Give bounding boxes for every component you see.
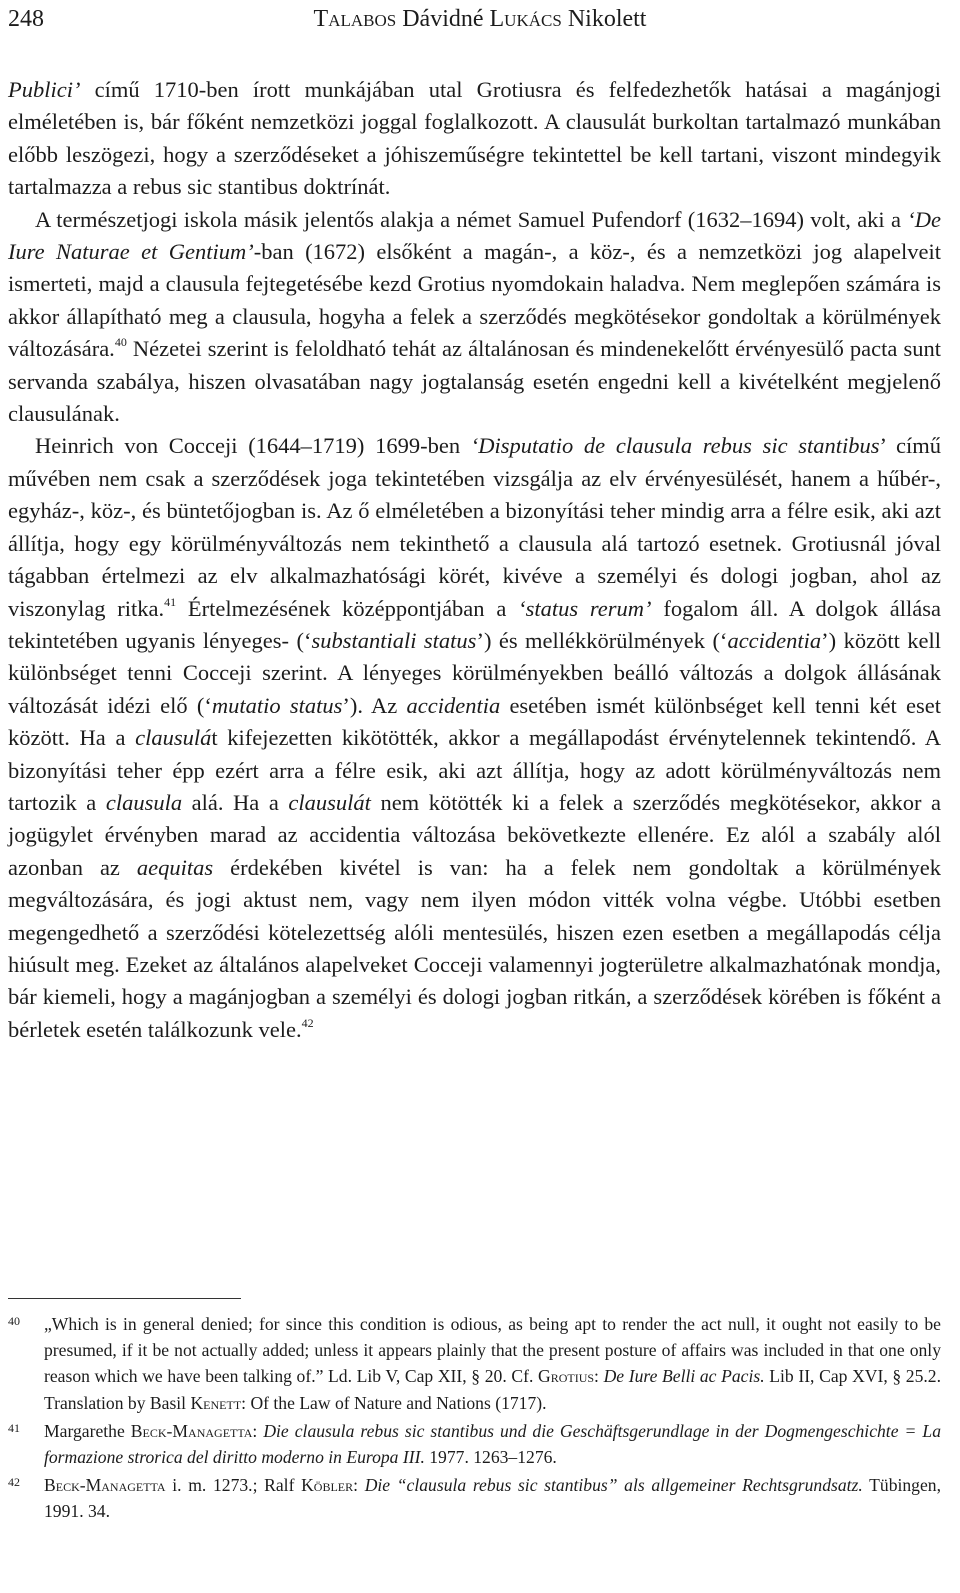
page-number: 248 <box>8 6 44 32</box>
paragraph-3 <box>8 430 941 1046</box>
footnote-number: 42 <box>8 1475 20 1490</box>
p2-italic-title: ‘De Iure Naturae et Gentium’ <box>8 206 941 265</box>
paragraph-1 <box>8 74 941 204</box>
p3-text-16: t kifejezetten kikötötték, akkor a megállapodást érvénytelennek tekintendő. A bizonyítási teher épp ezért arra a félre esik, aki azt állítja, hogy az adott körülményváltozás nem tartozik a <box>8 725 941 815</box>
fn42-text-3: Tübingen, 1991. 34. <box>44 1475 941 1522</box>
p3-italic-7: substantiali status <box>311 627 477 653</box>
fn40-author-2: Kenett <box>190 1392 242 1413</box>
fn42-author-2: Köbler <box>301 1475 354 1496</box>
p2-text-4: Nézetei szerint is feloldható tehát az általánosan és mindenekelőtt érvényesülő pacta sunt servanda szabálya, hiszen olvasatában nagy jogtalanság esetén engedni kell a kivételként megjelenő clausulának. <box>8 336 941 427</box>
p3-text-12: ’). Az <box>342 692 407 718</box>
author-given-name: Dávidné <box>396 6 490 32</box>
footnote-separator <box>8 1298 241 1299</box>
running-header <box>8 4 952 38</box>
footnote-41 <box>8 1418 941 1470</box>
p3-text-22: érdekében kivétel is van: ha a felek nem gondoltak a körülmények megváltozására, és jogi aktust nem, vagy nem ilyen módon vitték volna végbe. Utóbbi esetben megengedhető a szerződési kötelezettség alóli mentesülés, hiszen ezen esetben a megállapodás célja hiúsult meg. Ezeket az általános alapelveket Cocceji valamennyi jogterületre alkalmazhatónak mondja, bár kiemeli, hogy a magánjogban a személyi és dologi jogban ritkán, a szerződések körében is főként a bérletek esetén találkozunk vele. <box>8 854 941 1042</box>
fn41-text-1: Margarethe <box>44 1420 131 1441</box>
p3-text-20: nem kötötték ki a felek a szerződés megkötésekor, akkor a jogügylet érvényben marad az accidentia változása bekövetkezte ellenére. Ez alól a szabály alól azonban az <box>8 789 941 880</box>
fn42-text-1: i. m. 1273.; Ralf <box>165 1475 302 1496</box>
p1-text-2: című 1710-ben írott munkájában utal Grotiusra és felfedezhetők hatásai a magánjogi elméletében is, bár főként nemzetközi joggal foglalkozott. A clausulát burkoltan tartalmazó munkában előbb leszögezi, hogy a szerződéseket a jóhiszeműségre tekintettel be kell tartani, viszont mindegyik tartalmazza a rebus sic stantibus doktrínát. <box>8 77 941 200</box>
p3-italic-15: clausulá <box>135 725 212 751</box>
fn40-title: De Iure Belli ac Pacis. <box>603 1366 765 1387</box>
p3-text-3: ’ című művében nem csak a szerződések joga tekintetében vizsgálja az elv érvényesülését, hanem a hűbér-, egyház-, köz-, és büntetőjogban is. Az ő elméletében a bizonyítási teher mindig arra a félre esik, aki azt állítja, hogy egy körülményváltozás nem tekinthető a clausula alá tartozó esetnek. Grotiusnál jóval tágabban értelmezi az elv alkalmazhatósági körét, kivéve a személyi és dologi jogban, ahol az viszonylag ritka. <box>8 433 941 621</box>
footnote-42 <box>8 1472 941 1524</box>
body-text <box>8 74 941 1046</box>
author-first-name: Nikolett <box>561 6 647 32</box>
p2-text-1: A természetjogi iskola másik jelentős alakja a német Samuel Pufendorf (1632–1694) volt, aki a <box>35 206 908 232</box>
footnote-40 <box>8 1311 941 1416</box>
footnotes <box>8 1311 941 1527</box>
fn41-title: Die clausula rebus sic stantibus und die Geschäftsgerundlage in der Dogmengeschichte = La formazione strorica del diritto moderno in Europa III. <box>44 1420 941 1468</box>
p3-italic-21: aequitas <box>136 854 214 880</box>
p3-text-1: Heinrich von Cocceji (1644–1719) 1699-ben <box>35 433 471 459</box>
footnote-number: 40 <box>8 1314 20 1328</box>
p3-text-18: alá. Ha a <box>182 789 289 815</box>
p3-italic-5: ‘status rerum’ <box>518 595 652 621</box>
footnote-ref-42[interactable]: 42 <box>301 1015 314 1030</box>
fn40-text-4: : Of the Law of Nature and Nations (1717). <box>241 1392 547 1413</box>
p3-text-10: ’) között kell különbséget tenni Cocceji szerint. A lényeges körülményekben beálló változás a dolgok állásának változását idézi elő (‘ <box>8 627 941 718</box>
p3-italic-title: ‘Disputatio de clausula rebus sic stantibus <box>470 433 880 459</box>
p1-italic-1: Publici’ <box>8 77 81 102</box>
p3-italic-9: accidentia <box>727 627 822 653</box>
fn41-author: Beck-Managetta <box>130 1420 253 1441</box>
paragraph-2 <box>8 204 941 431</box>
fn42-title: Die “clausula rebus sic stantibus” als allgemeiner Rechtsgrundsatz. <box>364 1475 863 1496</box>
fn41-text-2: : <box>252 1420 264 1441</box>
author-surname-1: Talabos <box>313 6 397 32</box>
fn42-text-2: : <box>353 1475 365 1496</box>
p3-italic-13: accidentia <box>406 692 501 718</box>
p3-text-8: ’) és mellékkörülmények (‘ <box>476 627 728 653</box>
footnote-ref-40[interactable]: 40 <box>114 335 127 350</box>
fn41-text-3: 1977. 1263–1276. <box>424 1447 557 1468</box>
p3-italic-19: clausulát <box>288 789 371 815</box>
footnote-ref-41[interactable]: 41 <box>164 594 177 609</box>
p2-text-3: -ban (1672) elsőként a magán-, a köz-, és a nemzetközi jog alapelveit ismerteti, majd a clausula fejtegetésébe kezd Grotius nyomdokain haladva. Nem meglepően számára is akkor állapítható meg a clausula, hogyha a felek a szerződés megkötésekor gondoltak a körülmények változására. <box>8 239 941 362</box>
p3-text-6: fogalom áll. A dolgok állása tekintetében ugyanis lényeges- (‘ <box>8 595 942 653</box>
fn40-author-1: Grotius <box>538 1366 595 1387</box>
p3-text-4: Értelmezésének középpontjában a <box>176 595 519 621</box>
p3-text-14: esetében ismét különbséget kell tenni két eset között. Ha a <box>8 692 941 751</box>
p3-italic-11: mutatio status <box>211 692 343 718</box>
running-header-author <box>8 4 952 34</box>
p3-italic-17: clausula <box>105 789 183 815</box>
fn42-author-1: Beck-Managetta <box>44 1475 166 1496</box>
fn40-text-2: : <box>594 1366 604 1387</box>
author-surname-2: Lukács <box>489 6 562 32</box>
fn40-text-1: „Which is in general denied; for since this condition is odious, as being apt to render the act null, it ought not easily to be presumed, if it be not actually added; unless it appears plainly that the present posture of affairs was included in that one only reason which we have been talking of.” Ld. Lib V, Cap XII, § 20. Cf. <box>44 1314 941 1387</box>
footnote-number: 41 <box>8 1420 20 1435</box>
fn40-text-3: Lib II, Cap XVI, § 25.2. Translation by Basil <box>44 1366 941 1413</box>
